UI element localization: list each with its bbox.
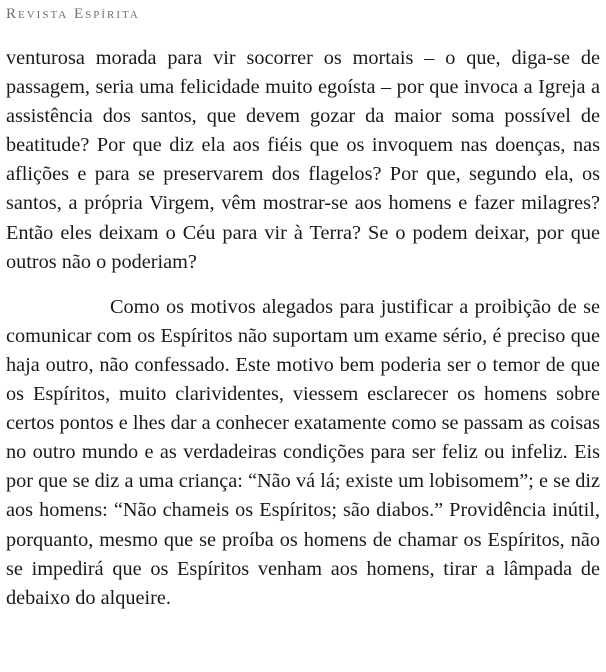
paragraph-continued: venturosa morada para vir socorrer os mortais – o que, diga-se de passagem, seria uma felicidade muito egoísta – por que invoca a Igreja a assistência dos santos, que devem gozar da maior soma possível de beatitude? Por que diz ela aos fiéis que os invoquem nas doenças, nas aflições e para se preservarem dos flagelos? Por que, segundo ela, os santos, a própria Virgem, vêm mostrar-se aos homens e fazer milagres? Então eles deixam o Céu para vir à Terra? Se o podem deixar, por que outros não o poderiam? bbox=[6, 47, 600, 273]
running-header-title: Revista Espírita bbox=[6, 6, 140, 22]
body-text bbox=[6, 44, 600, 613]
paragraph-indented: Como os motivos alegados para justificar a proibição de se comunicar com os Espíritos não suportam um exame sério, é preciso que haja outro, não confessado. Este motivo bem poderia ser o temor de que os Espíritos, muito clarividentes, viessem esclarecer os homens sobre certos pontos e lhes dar a conhecer exatamente como se passam as coisas no outro mundo e as verdadeiras condições para ser feliz ou infeliz. Eis por que se diz a uma criança: “Não vá lá; existe um lobisomem”; e se diz aos homens: “Não chameis os Espíritos; são diabos.” Providência inútil, porquanto, mesmo que se proíba os homens de chamar os Espíritos, não se impedirá que os Espíritos venham aos homens, tirar a lâmpada de debaixo do alqueire. bbox=[6, 295, 600, 609]
